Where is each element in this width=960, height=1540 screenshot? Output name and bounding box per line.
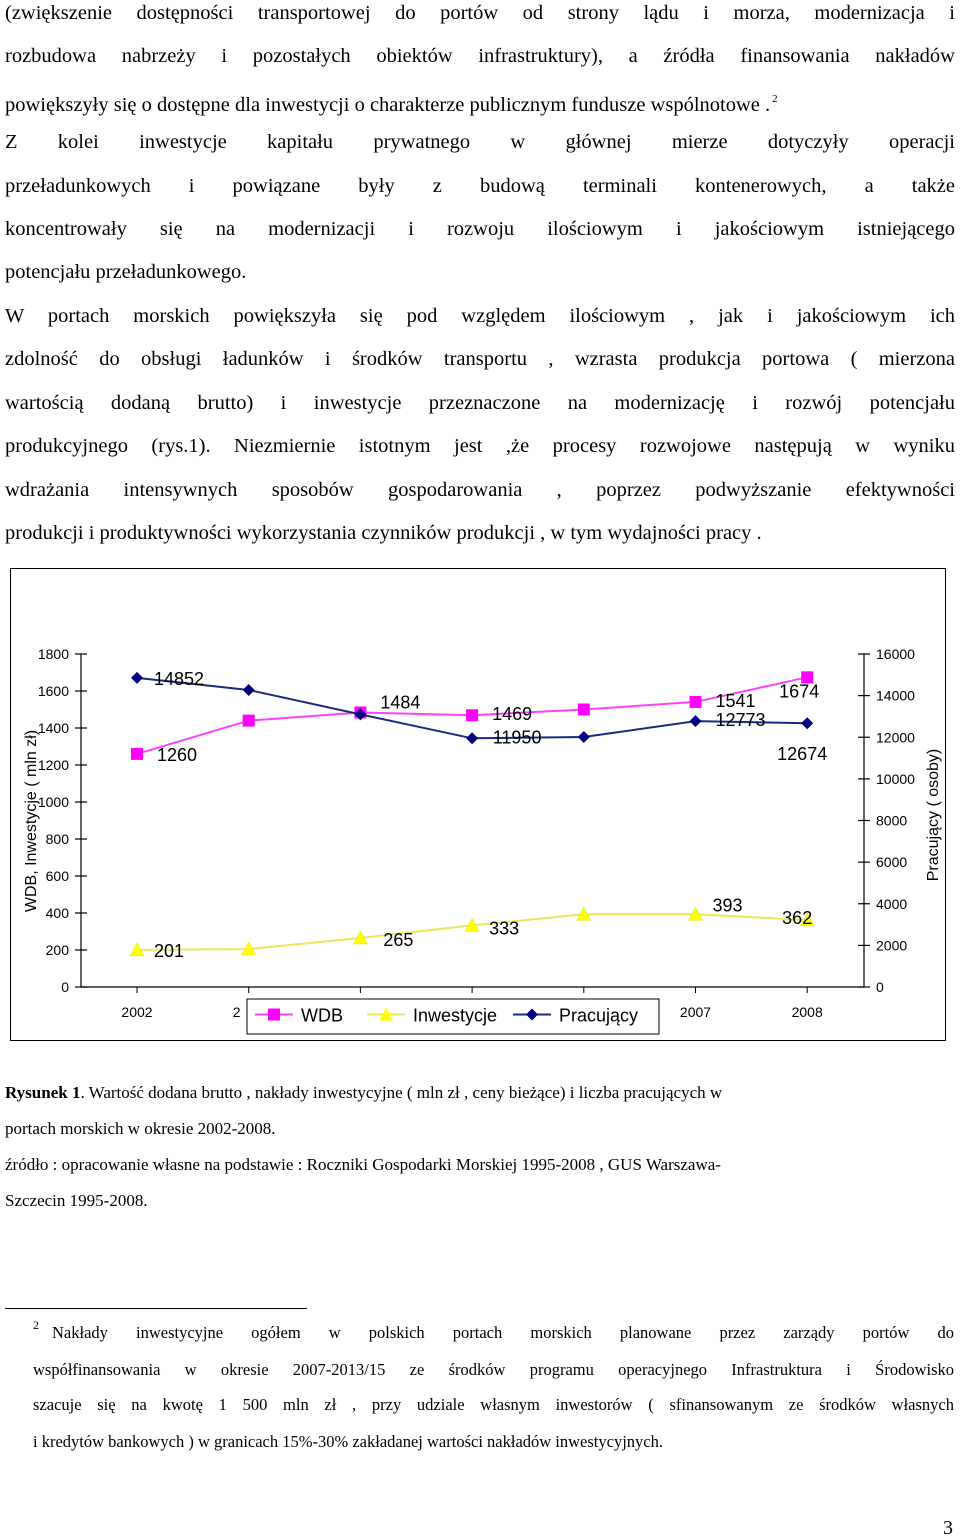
data-label: 265 xyxy=(383,929,414,950)
legend-marker xyxy=(268,1009,280,1021)
data-label: 362 xyxy=(782,908,813,929)
data-label: 12674 xyxy=(777,744,828,765)
body-line: produkcji i produktywności wykorzystania czynników produkcji , w tym wydajności pracy . xyxy=(5,522,762,544)
left-axis-tick-label: 0 xyxy=(61,979,69,995)
body-line-text: powiększyły się o dostępne dla inwestycji o charakterze publicznym fundusze wspólnotowe . xyxy=(5,94,771,116)
body-line: (zwiększenie dostępności transportowej do portów od strony lądu i morza, modernizacja i xyxy=(5,2,955,24)
body-line: rozbudowa nabrzeży i pozostałych obiektów infrastruktury), a źródła finansowania nakładów xyxy=(5,45,955,67)
data-label: 14852 xyxy=(153,668,205,689)
x-axis-tick-label: 2007 xyxy=(679,1004,712,1020)
x-axis-tick-label: 2008 xyxy=(791,1004,823,1020)
data-label: 393 xyxy=(712,895,743,916)
right-axis-tick-label: 4000 xyxy=(876,895,908,912)
data-label: 12773 xyxy=(715,710,766,731)
right-axis-tick-label: 14000 xyxy=(876,687,915,704)
data-label: 1484 xyxy=(380,692,421,713)
body-line: produkcyjnego (rys.1). Niezmiernie istotnym jest ,że procesy rozwojowe następują w wyniku xyxy=(5,435,955,457)
pracujacy-marker xyxy=(801,717,813,729)
left-axis-tick-label: 200 xyxy=(45,942,69,958)
line-chart xyxy=(11,569,945,1040)
caption-text: . Wartość dodana brutto , nakłady inwestycyjne ( mln zł , ceny bieżące) i liczba pracujących w xyxy=(80,1083,723,1102)
legend-label: Pracujący xyxy=(559,1005,639,1026)
wdb-marker xyxy=(131,748,143,760)
footnote-line: szacuje się na kwotę 1 500 mln zł , przy udziale własnym inwestorów ( sfinansowanym ze środków własnych xyxy=(33,1395,954,1414)
pracujacy-marker xyxy=(466,732,478,744)
data-label: 333 xyxy=(489,918,520,939)
left-axis-tick-label: 1200 xyxy=(37,757,69,773)
x-axis-tick-label: 2002 xyxy=(121,1004,153,1020)
body-line xyxy=(5,87,778,117)
data-label: 201 xyxy=(153,940,185,961)
left-axis-tick-label: 1400 xyxy=(37,720,69,736)
data-label: 11950 xyxy=(492,727,542,748)
right-axis-tick-label: 8000 xyxy=(876,812,908,829)
body-line: potencjału przeładunkowego. xyxy=(5,261,247,283)
right-axis-tick-label: 0 xyxy=(876,979,884,995)
footnote-separator xyxy=(5,1308,307,1309)
data-label: 1469 xyxy=(492,704,533,725)
footnote-line: Nakłady inwestycyjne ogółem w polskich portach morskich planowane przez zarządy portów do xyxy=(52,1323,954,1342)
body-line: przeładunkowych i powiązane były z budową terminali kontenerowych, a także xyxy=(5,175,955,197)
pracujacy-marker xyxy=(578,731,590,743)
body-line: wdrażania intensywnych sposobów gospodarowania , poprzez podwyższanie efektywności xyxy=(5,479,955,501)
body-line: koncentrowały się na modernizacji i rozwoju ilościowym i jakościowym istniejącego xyxy=(5,218,955,240)
right-axis-tick-label: 6000 xyxy=(876,854,908,871)
left-axis-tick-label: 1600 xyxy=(37,683,69,699)
footnote-line: współfinansowania w okresie 2007-2013/15 ze środków programu operacyjnego Infrastruktura i Środowisko xyxy=(33,1360,954,1379)
left-axis-tick-label: 400 xyxy=(45,905,69,921)
data-label: 1674 xyxy=(779,681,820,702)
pracujacy-marker xyxy=(690,715,702,727)
x-axis-tick-label: 2 xyxy=(232,1004,241,1020)
right-axis-tick-label: 2000 xyxy=(876,937,908,954)
footnote-number: 2 xyxy=(33,1318,39,1332)
body-line: Z kolei inwestycje kapitału prywatnego w głównej mierze dotyczyły operacji xyxy=(5,131,955,153)
left-axis-tick-label: 1800 xyxy=(37,646,69,662)
wdb-marker xyxy=(466,709,478,721)
figure-label: Rysunek 1 xyxy=(5,1083,81,1102)
body-line: W portach morskich powiększyła się pod względem ilościowym , jak i jakościowym ich xyxy=(5,305,955,327)
right-axis-title: Pracujący ( osoby) xyxy=(925,748,942,882)
footnote-reference[interactable]: 2 xyxy=(772,93,778,105)
wdb-marker xyxy=(690,696,702,708)
left-axis-title: WDB, Inwestycje ( mln zł) xyxy=(23,729,40,913)
footnote-line: i kredytów bankowych ) w granicach 15%-30% zakładanej wartości nakładów inwestycyjnych. xyxy=(33,1432,663,1451)
legend-label: Inwestycje xyxy=(413,1005,498,1026)
figure-caption xyxy=(5,1082,722,1104)
left-axis-tick-label: 800 xyxy=(45,831,69,847)
legend-label: WDB xyxy=(301,1005,343,1026)
pracujacy-marker xyxy=(131,672,143,684)
wdb-marker xyxy=(243,715,255,727)
data-label: 1541 xyxy=(715,690,756,711)
wdb-marker xyxy=(578,704,590,716)
data-label: 1260 xyxy=(156,744,198,765)
chart-frame xyxy=(10,568,946,1041)
left-axis-tick-label: 600 xyxy=(45,868,69,884)
right-axis-tick-label: 12000 xyxy=(876,729,915,746)
left-axis-tick-label: 1000 xyxy=(37,794,69,810)
page-number: 3 xyxy=(943,1517,953,1539)
series-line-pracujący xyxy=(137,678,807,738)
source-note: Szczecin 1995-2008. xyxy=(5,1191,148,1210)
body-line: zdolność do obsługi ładunków i środków transportu , wzrasta produkcja portowa ( mierzona xyxy=(5,348,955,370)
right-axis-tick-label: 16000 xyxy=(876,646,915,662)
right-axis-tick-label: 10000 xyxy=(876,770,915,787)
caption-line: portach morskich w okresie 2002-2008. xyxy=(5,1119,276,1138)
body-line: wartością dodaną brutto) i inwestycje przeznaczone na modernizację i rozwój potencjału xyxy=(5,392,955,414)
source-note: źródło : opracowanie własne na podstawie : Roczniki Gospodarki Morskiej 1995-2008 , GUS Warszawa- xyxy=(5,1155,721,1174)
pracujacy-marker xyxy=(243,684,255,696)
